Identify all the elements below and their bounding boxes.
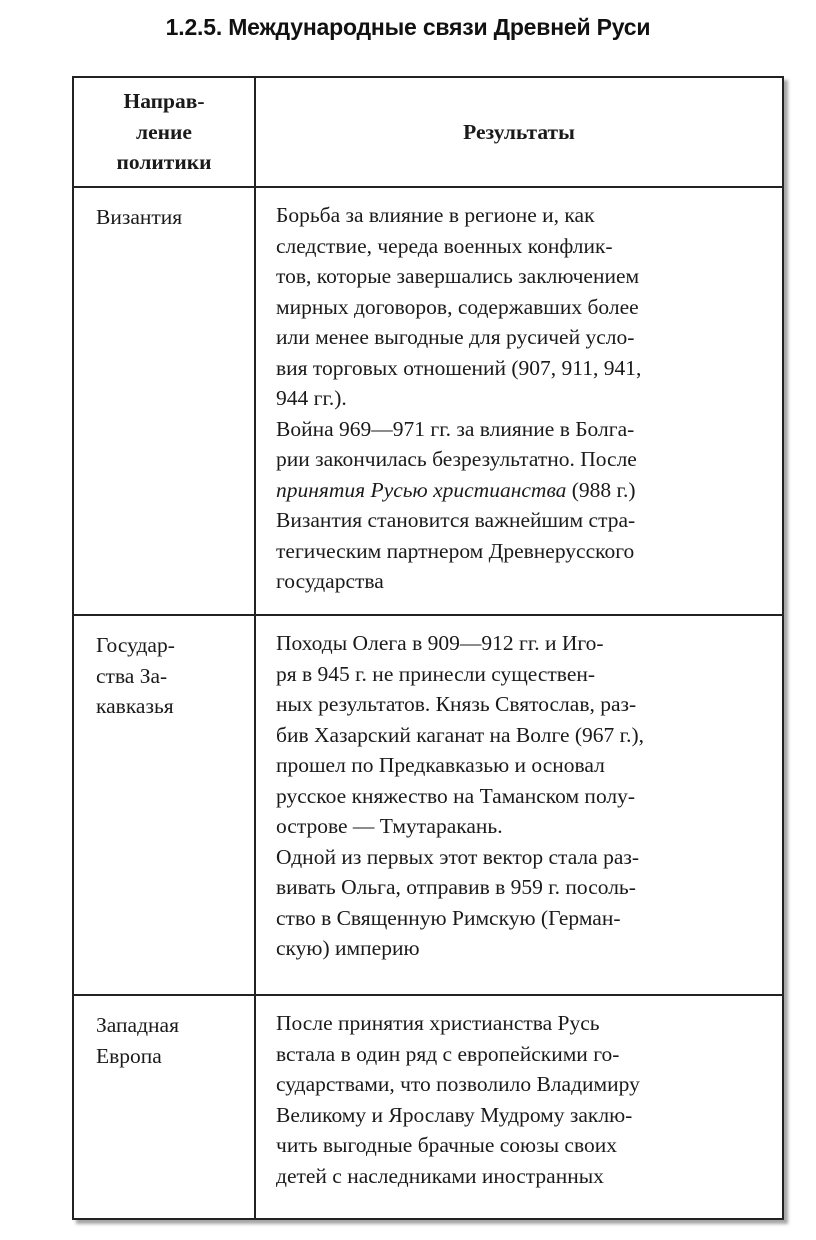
result-line: тов, которые завершались заключением [276,264,640,288]
direction-line: Византия [96,205,183,229]
result-line: государства [276,569,384,593]
result-line: мирных договоров, содержавших более [276,294,639,319]
relations-table [72,76,784,1220]
result-line: ря в 945 г. не принесли существен- [276,661,596,686]
result-line-mixed [276,475,774,506]
table-row-byzantium [73,187,783,615]
result-line: чить выгодные брачные союзы своих [276,1133,617,1157]
result-line: Походы Олега в 909—912 гг. и Иго- [276,631,604,655]
table-header-row [73,77,783,187]
result-line: Великому и Ярославу Мудрому заклю- [276,1102,633,1127]
direction-cell [73,995,255,1219]
result-line: сударствами, что позволило Владимиру [276,1072,640,1096]
table-row-western-europe [73,995,783,1219]
result-line: вия торговых отношений (907, 911, 941, [276,355,642,380]
direction-line: ства За- [96,663,168,688]
direction-cell [73,187,255,615]
result-line: рии закончилась безрезультатно. После [276,447,637,471]
result-line: бив Хазарский каганат на Волге (967 г.), [276,722,644,747]
result-line: Борьба за влияние в регионе и, как [276,203,595,227]
result-line: детей с наследниками иностранных [276,1163,604,1188]
result-line: После принятия христианства Русь [276,1011,600,1035]
result-line-rest: (988 г.) [566,477,636,502]
result-line: Одной из первых этот вектор стала раз- [276,844,640,869]
italic-term: принятия Русью христианства [276,477,567,502]
results-cell [255,615,783,995]
results-cell [255,187,783,615]
direction-line: Европа [96,1043,162,1068]
result-line: острове — Тмутаракань. [276,814,503,838]
direction-line: Государ- [96,633,175,657]
result-line: тегическим партнером Древнерусского [276,538,635,563]
result-line: Война 969—971 гг. за влияние в Болга- [276,416,635,441]
header-direction-line: политики [116,150,212,175]
result-line: 944 гг.). [276,386,347,410]
result-line: ных результатов. Князь Святослав, раз- [276,692,637,716]
result-line: скую) империю [276,936,420,960]
direction-cell [73,615,255,995]
result-line: ство в Священную Римскую (Герман- [276,905,621,930]
result-line: русское княжество на Таманском полу- [276,783,636,808]
result-line: встала в один ряд с европейскими го- [276,1041,620,1066]
document-title: 1.2.5. Международные связи Древней Руси [165,14,651,40]
result-line: или менее выгодные для русичей усло- [276,325,635,349]
result-line: вивать Ольга, отправив в 959 г. посоль- [276,875,636,899]
header-direction-line: ление [136,119,192,144]
header-direction-line: Направ- [123,89,205,114]
header-direction [73,77,255,187]
direction-line: кавказья [96,694,174,718]
direction-line: Западная [96,1013,179,1037]
table-row-transcaucasia [73,615,783,995]
results-cell [255,995,783,1219]
result-line: Византия становится важнейшим стра- [276,508,636,532]
header-results: Результаты [255,77,783,187]
result-line: прошел по Предкавказью и основал [276,753,605,777]
result-line: следствие, череда военных конфлик- [276,233,613,258]
